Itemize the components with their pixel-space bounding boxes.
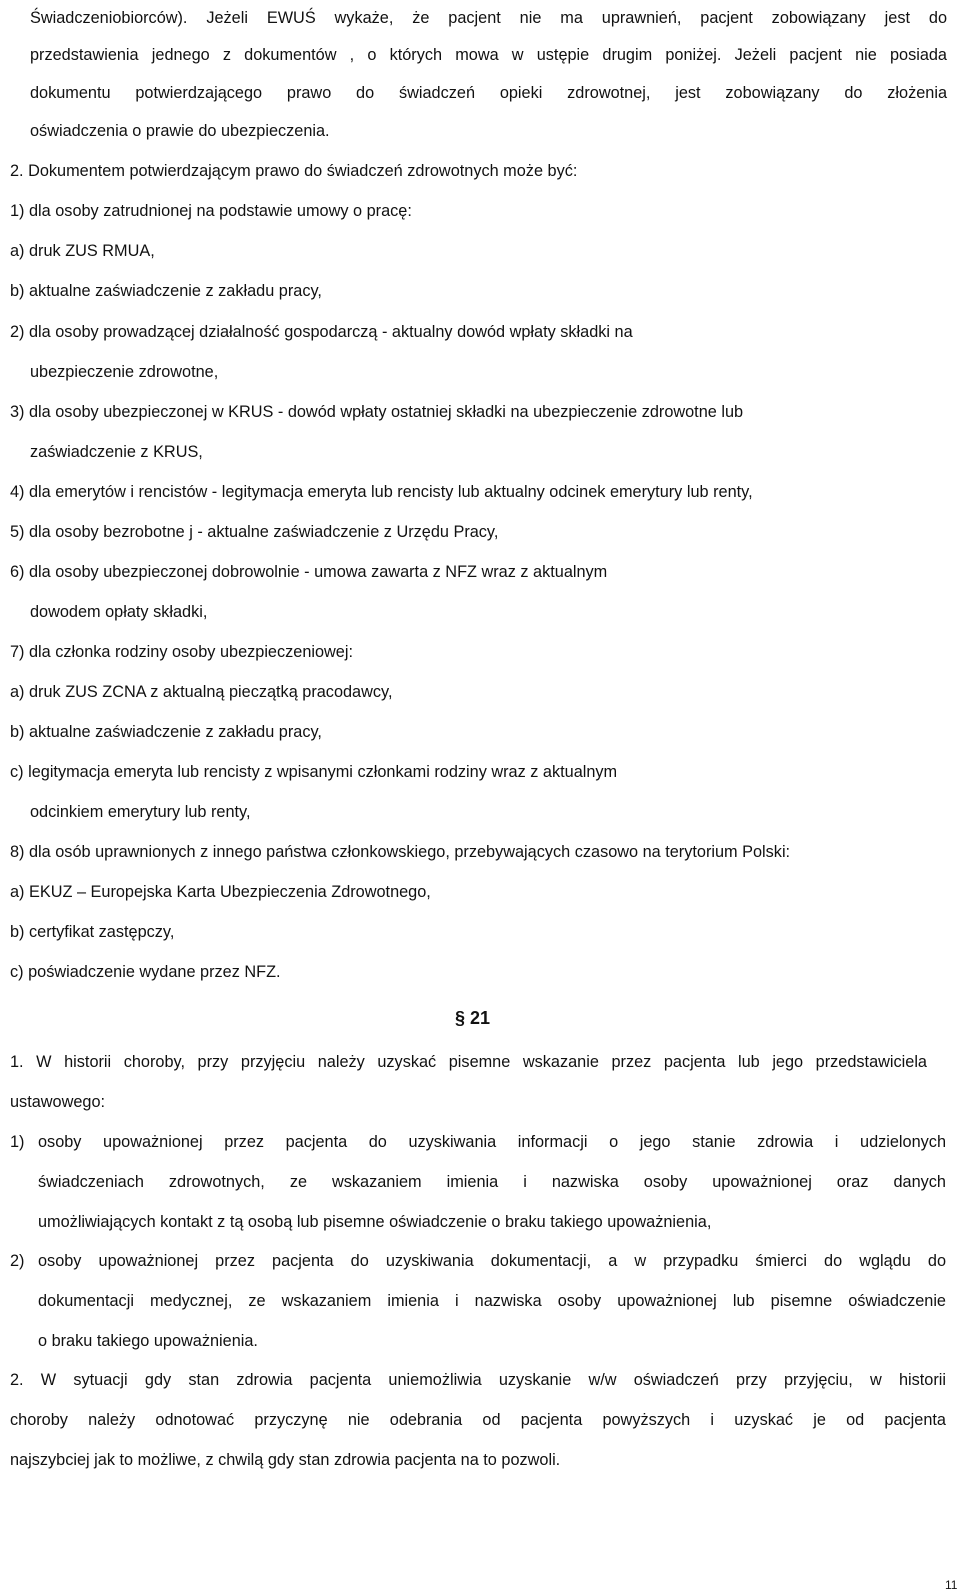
text-line: dokumentu potwierdzającego prawo do świadczeń opieki zdrowotnej, jest zobowiązany do złożenia <box>30 84 947 102</box>
text-line: c) poświadczenie wydane przez NFZ. <box>10 963 281 981</box>
text-line: 6) dla osoby ubezpieczonej dobrowolnie - umowa zawarta z NFZ wraz z aktualnym <box>10 563 608 581</box>
text-line: a) druk ZUS ZCNA z aktualną pieczątką pracodawcy, <box>10 683 393 701</box>
text-line: c) legitymacja emeryta lub rencisty z wpisanymi członkami rodziny wraz z aktualnym <box>10 763 618 781</box>
text-line: osoby upoważnionej przez pacjenta do uzyskiwania dokumentacji, a w przypadku śmierci do wglądu do <box>38 1252 946 1270</box>
text-line: 4) dla emerytów i rencistów - legitymacja emeryta lub rencisty lub aktualny odcinek emerytury lub renty, <box>10 483 753 501</box>
text-line: umożliwiających kontakt z tą osobą lub pisemne oświadczenie o braku takiego upoważnienia, <box>38 1213 712 1231</box>
text-line: 7) dla członka rodziny osoby ubezpieczeniowej: <box>10 643 354 661</box>
page-number: 11 <box>945 1578 958 1592</box>
text-line: a) EKUZ – Europejska Karta Ubezpieczenia Zdrowotnego, <box>10 883 431 901</box>
text-line: Świadczeniobiorców). Jeżeli EWUŚ wykaże, że pacjent nie ma uprawnień, pacjent zobowiązany jest do <box>30 9 947 27</box>
text-line: a) druk ZUS RMUA, <box>10 242 155 260</box>
text-line: 2) dla osoby prowadzącej działalność gospodarczą - aktualny dowód wpłaty składki na <box>10 323 633 341</box>
text-line: 2. W sytuacji gdy stan zdrowia pacjenta uniemożliwia uzyskanie w/w oświadczeń przy przyjęciu, w historii <box>10 1371 946 1389</box>
text-line: przedstawienia jednego z dokumentów , o których mowa w ustępie drugim poniżej. Jeżeli pacjent nie posiada <box>30 46 947 64</box>
text-line: zaświadczenie z KRUS, <box>30 443 203 461</box>
text-line: 1. W historii choroby, przy przyjęciu należy uzyskać pisemne wskazanie przez pacjenta lub jego przedstawiciela <box>10 1053 927 1071</box>
list-number: 1) <box>10 1133 25 1151</box>
section-heading: § 21 <box>455 1008 491 1028</box>
text-line: o braku takiego upoważnienia. <box>38 1332 258 1350</box>
text-line: 1) dla osoby zatrudnionej na podstawie umowy o pracę: <box>10 202 412 220</box>
text-line: dowodem opłaty składki, <box>30 603 208 621</box>
text-line: ustawowego: <box>10 1093 106 1111</box>
text-line: b) aktualne zaświadczenie z zakładu pracy, <box>10 723 322 741</box>
text-line: dokumentacji medycznej, ze wskazaniem imienia i nazwiska osoby upoważnionej lub pisemne oświadczenie <box>38 1292 946 1310</box>
text-line: 5) dla osoby bezrobotne j - aktualne zaświadczenie z Urzędu Pracy, <box>10 523 499 541</box>
list-number: 2) <box>10 1252 25 1270</box>
text-line: świadczeniach zdrowotnych, ze wskazaniem imienia i nazwiska osoby upoważnionej oraz danych <box>38 1173 946 1191</box>
text-line: choroby należy odnotować przyczynę nie odebrania od pacjenta powyższych i uzyskać je od pacjenta <box>10 1411 946 1429</box>
text-line: 3) dla osoby ubezpieczonej w KRUS - dowód wpłaty ostatniej składki na ubezpieczenie zdrowotne lub <box>10 403 744 421</box>
text-line: osoby upoważnionej przez pacjenta do uzyskiwania informacji o jego stanie zdrowia i udzielonych <box>38 1133 946 1151</box>
text-line: b) aktualne zaświadczenie z zakładu pracy, <box>10 282 322 300</box>
text-line: odcinkiem emerytury lub renty, <box>30 803 251 821</box>
text-line: b) certyfikat zastępczy, <box>10 923 175 941</box>
text-line: najszybciej jak to możliwe, z chwilą gdy stan zdrowia pacjenta na to pozwoli. <box>10 1451 561 1469</box>
text-line: ubezpieczenie zdrowotne, <box>30 363 219 381</box>
text-line: oświadczenia o prawie do ubezpieczenia. <box>30 122 330 140</box>
text-line: 8) dla osób uprawnionych z innego państwa członkowskiego, przebywających czasowo na terytorium Polski: <box>10 843 791 861</box>
text-line: 2. Dokumentem potwierdzającym prawo do świadczeń zdrowotnych może być: <box>10 162 578 180</box>
